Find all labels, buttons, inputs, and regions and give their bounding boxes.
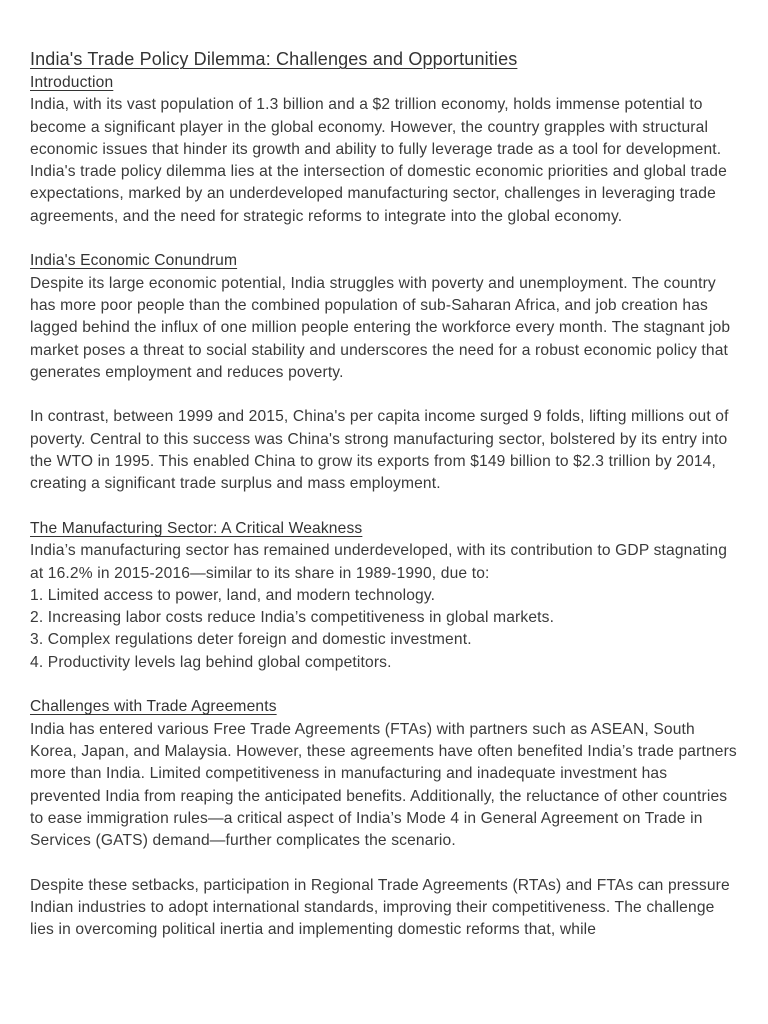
section-heading-trade-agreements: Challenges with Trade Agreements xyxy=(30,698,277,716)
document-title: India's Trade Policy Dilemma: Challenges and Opportunities xyxy=(30,49,518,69)
manufacturing-list-item: 2. Increasing labor costs reduce India’s competitiveness in global markets. xyxy=(30,609,555,627)
document-body xyxy=(30,46,742,942)
agreements-paragraph-1: India has entered various Free Trade Agreements (FTAs) with partners such as ASEAN, South Korea, Japan, and Malaysia. However, these agreements have often benefited India’s trade partners more than India. Limited competitiveness in manufacturing and inadequate investment has prevented India from reaping the anticipated benefits. Additionally, the reluctance of other countries to ease immigration rules—a critical aspect of India’s Mode 4 in General Agreement on Trade in Services (GATS) demand—further complicates the scenario. xyxy=(30,720,737,850)
conundrum-paragraph-2: In contrast, between 1999 and 2015, China's per capita income surged 9 folds, lifting millions out of poverty. Central to this success was China's strong manufacturing sector, bolstered by its entry into the WTO in 1995. This enabled China to grow its exports from $149 billion to $2.3 trillion by 2014, creating a significant trade surplus and mass employment. xyxy=(30,408,729,493)
manufacturing-list-item: 1. Limited access to power, land, and modern technology. xyxy=(30,586,436,604)
manufacturing-paragraph: India’s manufacturing sector has remained underdeveloped, with its contribution to GDP stagnating at 16.2% in 2015-2016—similar to its share in 1989-1990, due to: xyxy=(30,542,728,582)
section-heading-introduction: Introduction xyxy=(30,74,114,91)
manufacturing-list-item: 4. Productivity levels lag behind global competitors. xyxy=(30,653,392,671)
section-heading-economic-conundrum: India's Economic Conundrum xyxy=(30,252,238,270)
paragraph-gap xyxy=(30,674,742,696)
conundrum-paragraph-1: Despite its large economic potential, India struggles with poverty and unemployment. The country has more poor people than the combined population of sub-Saharan Africa, and job creation has lagged behind the influx of one million people entering the workforce every month. The stagnant job market poses a threat to social stability and underscores the need for a robust economic policy that generates employment and reduces poverty. xyxy=(30,274,731,381)
paragraph-gap xyxy=(30,228,742,250)
manufacturing-list-item: 3. Complex regulations deter foreign and domestic investment. xyxy=(30,631,472,649)
section-heading-manufacturing: The Manufacturing Sector: A Critical Weakness xyxy=(30,519,363,537)
agreements-paragraph-2: Despite these setbacks, participation in Regional Trade Agreements (RTAs) and FTAs can pressure Indian industries to adopt international standards, improving their competitiveness. The challenge lies in overcoming political inertia and implementing domestic reforms that, while xyxy=(30,876,730,939)
paragraph-gap xyxy=(30,852,742,874)
introduction-paragraph: India, with its vast population of 1.3 billion and a $2 trillion economy, holds immense potential to become a significant player in the global economy. However, the country grapples with structural economic issues that hinder its growth and ability to fully leverage trade as a tool for development. India's trade policy dilemma lies at the intersection of domestic economic priorities and global trade expectations, marked by an underdeveloped manufacturing sector, challenges in leveraging trade agreements, and the need for strategic reforms to integrate into the global economy. xyxy=(30,96,727,225)
paragraph-gap xyxy=(30,496,742,518)
paragraph-gap xyxy=(30,384,742,406)
